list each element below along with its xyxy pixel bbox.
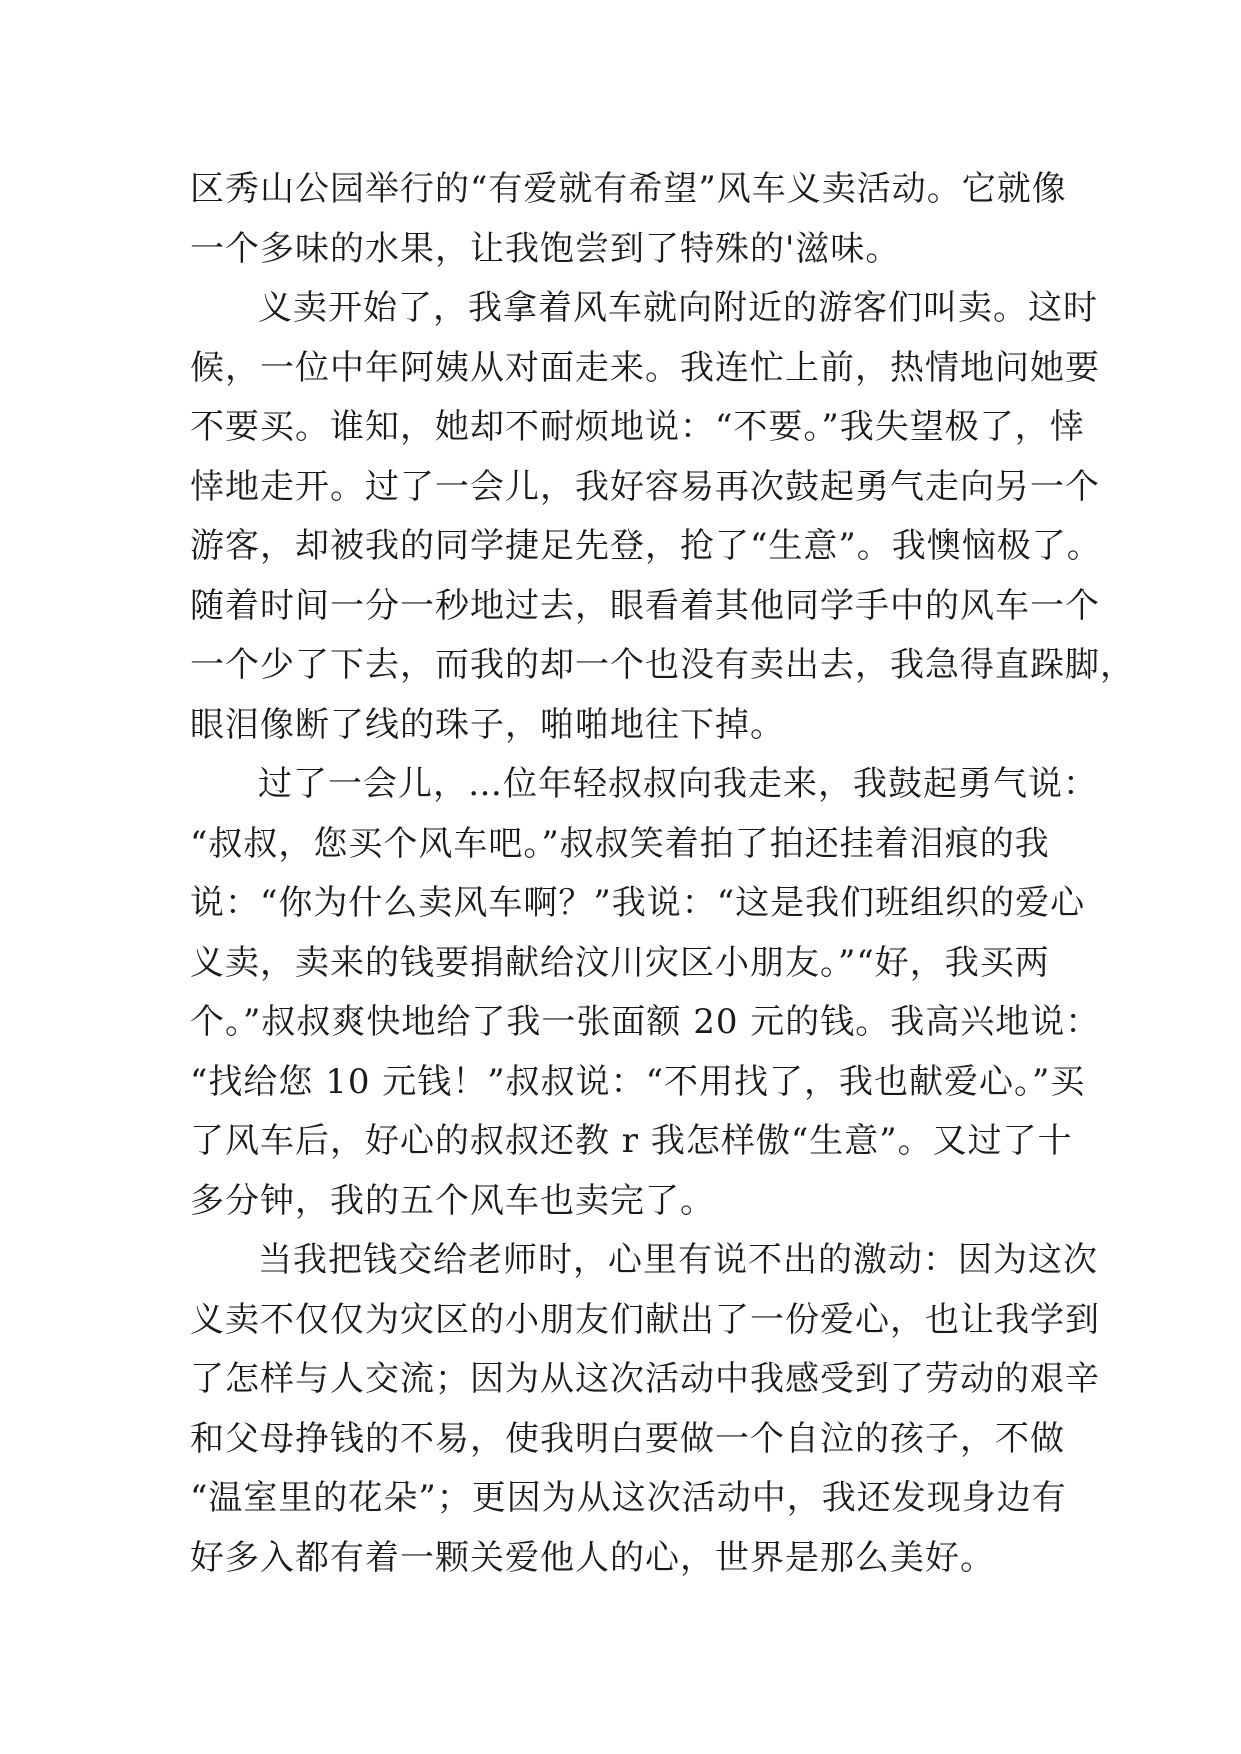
text-line: 了怎样与人交流；因为从这次活动中我感受到了劳动的艰辛	[190, 1359, 1100, 1399]
text-line: “温室里的花朵”；更因为从这次活动中，我还发现身边有	[190, 1478, 1067, 1518]
text-line: 悻地走开。过了一会儿，我好容易再次鼓起勇气走向另一个	[190, 466, 1100, 507]
text-line: 游客，却被我的同学捷足先登，抢了“生意”。我懊恼极了。	[190, 526, 1102, 566]
text-line: 义卖开始了，我拿着风车就向附近的游客们叫卖。这时	[258, 288, 1098, 328]
text-line: 好多入都有着一颗关爱他人的心，世界是那么美好。	[190, 1537, 995, 1578]
text-line: 了风车后，好心的叔叔还教 r 我怎样傲“生意”。又过了十	[190, 1121, 1073, 1161]
text-line: 说：“你为什么卖风车啊？”我说：“这是我们班组织的爱心	[190, 883, 1086, 923]
text-line: 义卖不仅仅为灾区的小朋友们献出了一份爱心，也让我学到	[190, 1299, 1100, 1340]
text-line: 不要买。谁知，她却不耐烦地说：“不要。”我失望极了，悻	[190, 407, 1085, 447]
text-line: 过了一会儿，…位年轻叔叔向我走来，我鼓起勇气说：	[258, 764, 1098, 804]
text-line: “叔叔，您买个风车吧。”叔叔笑着拍了拍还挂着泪痕的我	[190, 823, 1050, 864]
text-line: 区秀山公园举行的“有爱就有希望”风车义卖活动。它就像	[190, 169, 1067, 209]
text-line: 随着时间一分一秒地过去，眼看着其他同学手中的风车一个	[190, 585, 1100, 626]
text-line: 义卖，卖来的钱要捐献给汶川灾区小朋友。”“好，我买两	[190, 942, 1050, 983]
text-line: 个。”叔叔爽快地给了我一张面额 20 元的钱。我高兴地说：	[190, 1002, 1101, 1042]
text-line: 当我把钱交给老师时，心里有说不出的激动：因为这次	[258, 1240, 1098, 1280]
text-line: 多分钟，我的五个风车也卖完了。	[190, 1180, 715, 1221]
text-line: 一个多味的水果，让我饱尝到了特殊的'滋味。	[190, 228, 901, 269]
essay-body	[190, 160, 1135, 1588]
text-line: 眼泪像断了线的珠子，啪啪地往下掉。	[190, 704, 785, 745]
text-line: “找给您 10 元钱！”叔叔说：“不用找了，我也献爱心。”买	[190, 1061, 1086, 1102]
text-line: 和父母挣钱的不易，使我明白要做一个自泣的孩子，不做	[190, 1418, 1065, 1459]
text-line: 一个少了下去，而我的却一个也没有卖出去，我急得直跺脚，	[190, 645, 1135, 685]
text-line: 候，一位中年阿姨从对面走来。我连忙上前，热情地问她要	[190, 347, 1100, 388]
